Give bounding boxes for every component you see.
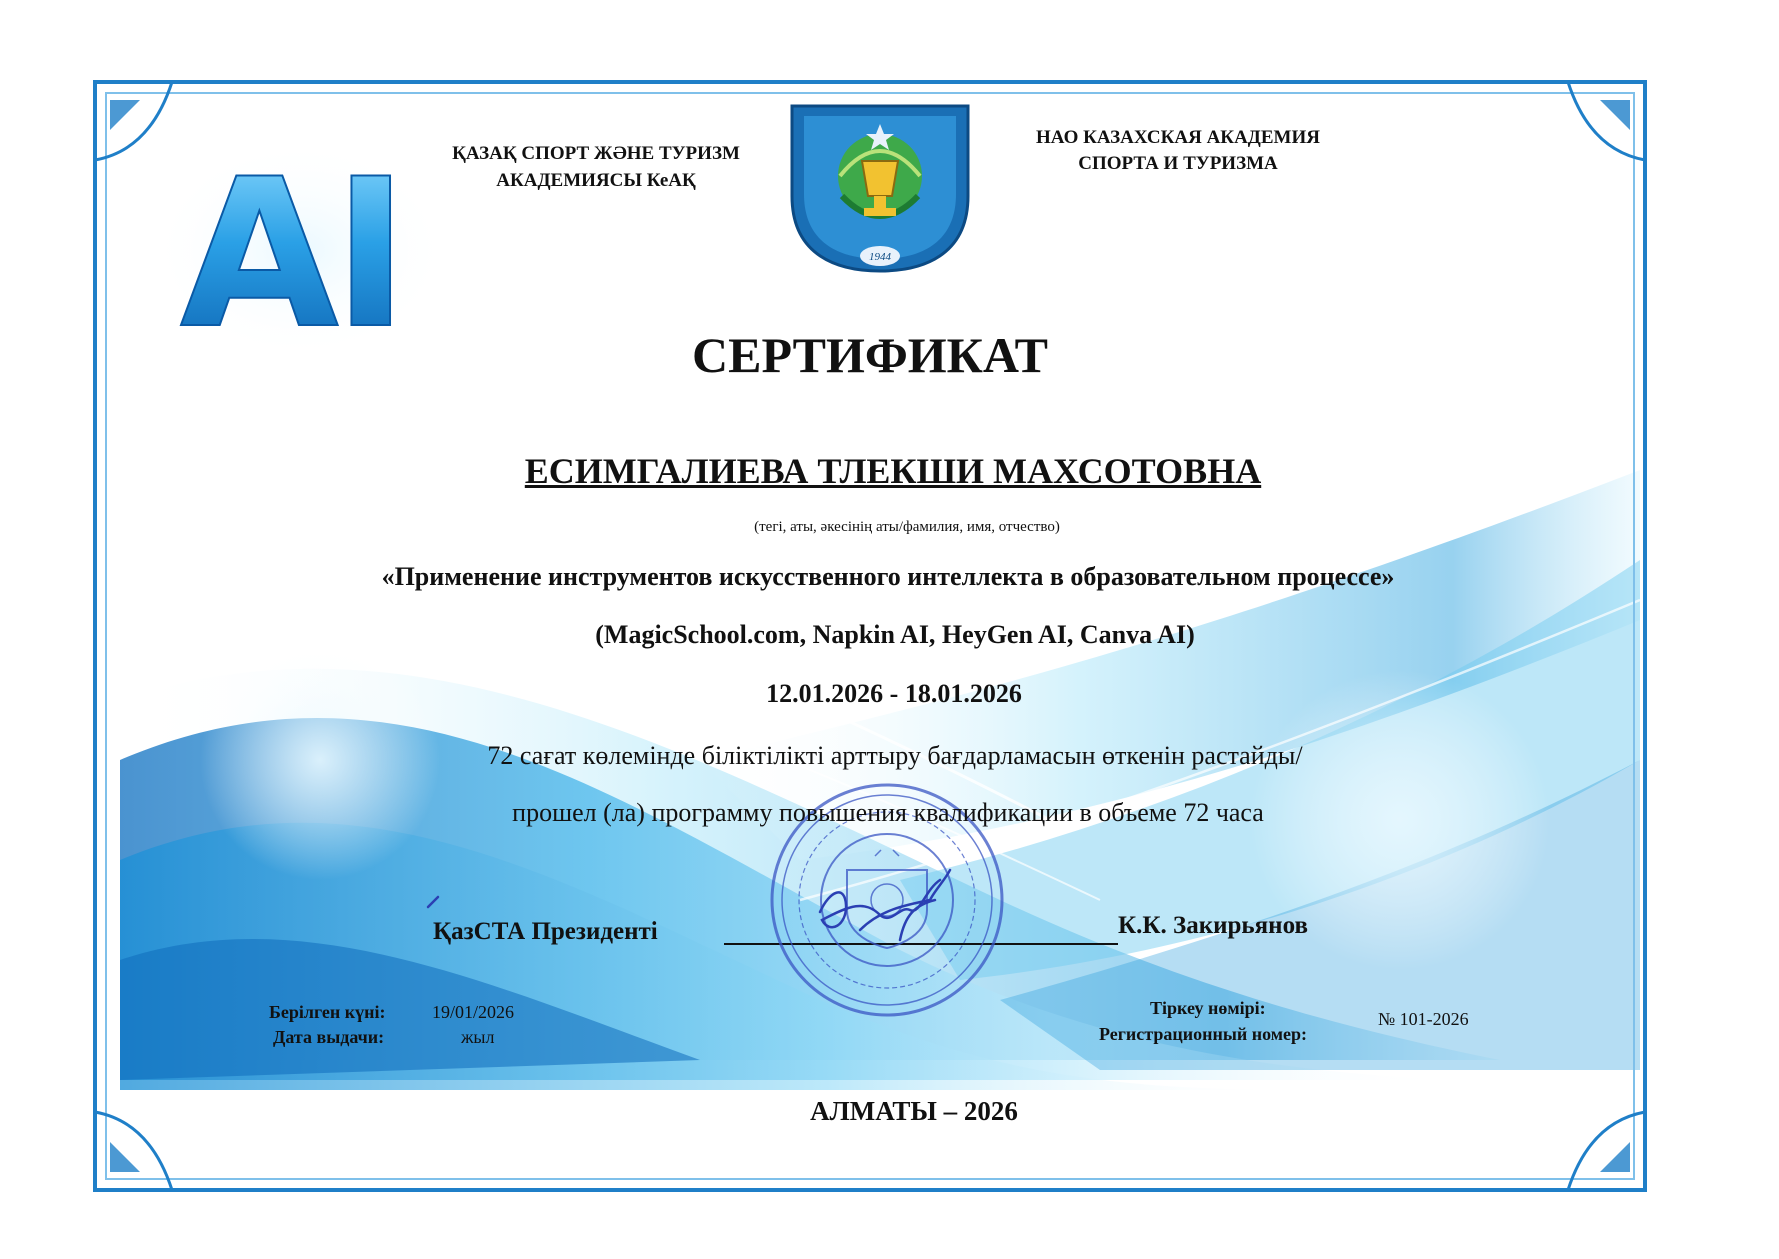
header-right-line2: СПОРТА И ТУРИЗМА [1078, 153, 1278, 174]
ai-logo-text: AI [180, 136, 403, 374]
registration-label-ru: Регистрационный номер: [1099, 1024, 1308, 1044]
issue-date-label-kz: Берілген күні: [269, 1002, 386, 1022]
recipient-caption: (тегі, аты, әкесінің аты/фамилия, имя, отчество) [754, 519, 1060, 535]
header-left-line1: ҚАЗАҚ СПОРТ ЖӘНЕ ТУРИЗМ [452, 143, 740, 164]
course-dates: 12.01.2026 - 18.01.2026 [766, 679, 1022, 708]
signatory-name: К.К. Закирьянов [1118, 912, 1308, 939]
header-left-line2: АКАДЕМИЯСЫ КеАҚ [496, 170, 696, 191]
ai-logo [150, 136, 450, 374]
signatory-role: ҚазСТА Президенті [433, 918, 658, 945]
emblem-year: 1944 [869, 251, 891, 263]
statement-kz: 72 сағат көлемінде біліктілікті арттыру бағдарламасын өткенін растайды/ [487, 741, 1303, 770]
issue-date-suffix: жыл [461, 1027, 495, 1047]
certificate-title: СЕРТИФИКАТ [691, 327, 1049, 383]
registration-number: № 101-2026 [1378, 1009, 1469, 1029]
academy-emblem-icon [792, 106, 968, 271]
footer-city-year: АЛМАТЫ – 2026 [810, 1096, 1018, 1126]
issue-date-label-ru: Дата выдачи: [273, 1027, 385, 1047]
registration-label-kz: Тіркеу нөмірі: [1150, 998, 1266, 1018]
course-tools: (MagicSchool.com, Napkin AI, HeyGen AI, Canva AI) [595, 620, 1195, 649]
issue-date-value: 19/01/2026 [432, 1002, 515, 1022]
statement-ru: прошел (ла) программу повышения квалификации в объеме 72 часа [512, 798, 1264, 827]
recipient-name: ЕСИМГАЛИЕВА ТЛЕКШИ МАХСОТОВНА [524, 451, 1262, 491]
header-right-line1: НАО КАЗАХСКАЯ АКАДЕМИЯ [1036, 127, 1320, 148]
course-title: «Применение инструментов искусственного интеллекта в образовательном процессе» [381, 562, 1395, 591]
